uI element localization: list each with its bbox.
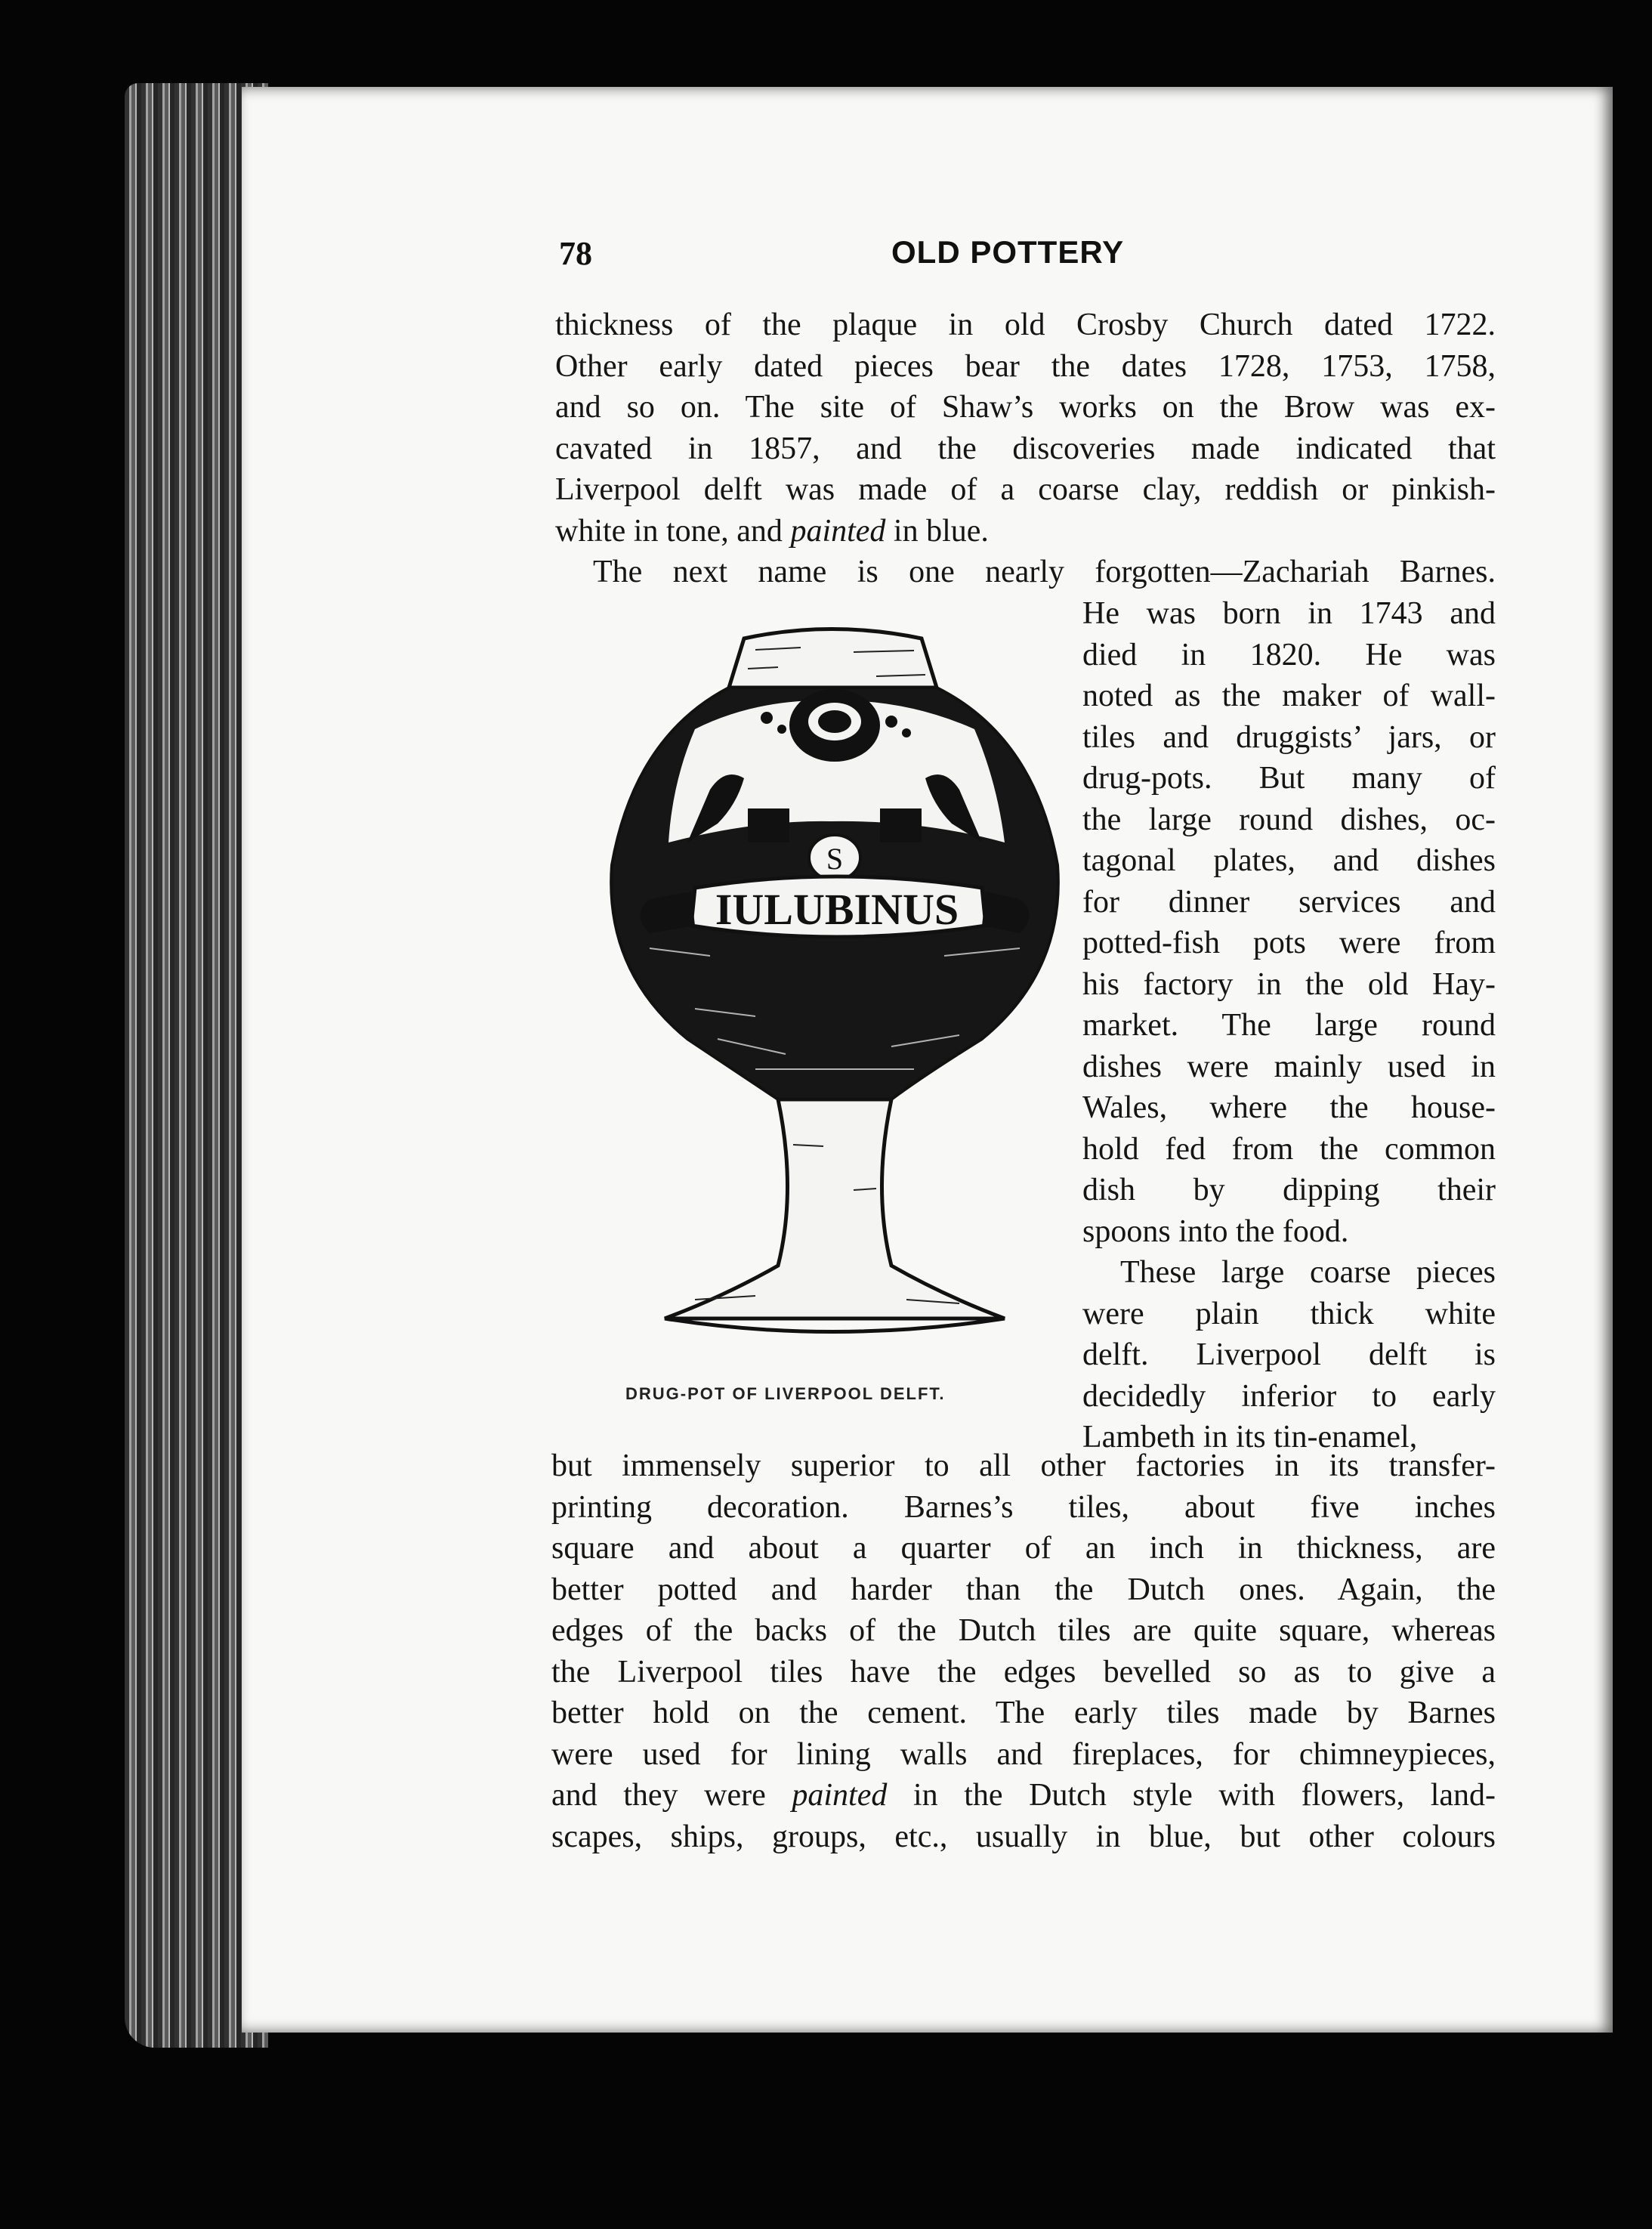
text-line: edges of the backs of the Dutch tiles are quite square, whereas bbox=[551, 1613, 1496, 1648]
text-line: and so on. The site of Shaw’s works on the Brow was ex- bbox=[555, 390, 1496, 425]
text-line: dish by dipping their bbox=[1082, 1173, 1496, 1207]
side-column-text bbox=[1082, 593, 1496, 1458]
text-line-italic-painted: and they were painted in the Dutch style with flowers, land- bbox=[551, 1778, 1496, 1813]
text-line: These large coarse pieces bbox=[1120, 1255, 1496, 1290]
text-line: were used for lining walls and fireplaces, for chimneypieces, bbox=[551, 1736, 1496, 1772]
text-line: thickness of the plaque in old Crosby Church dated 1722. bbox=[555, 308, 1496, 342]
text-line: his factory in the old Hay- bbox=[1082, 966, 1496, 1002]
text-line: square and about a quarter of an inch in thickness, are bbox=[551, 1531, 1496, 1566]
italic-word: painted bbox=[792, 1778, 888, 1813]
text-line: He was born in 1743 and bbox=[1082, 596, 1496, 631]
text-line: dishes were mainly used in bbox=[1082, 1049, 1496, 1084]
text-line-italic-painted: white in tone, and painted in blue. bbox=[555, 513, 989, 549]
next-paragraph-first-line bbox=[555, 552, 1496, 593]
text-line: Other early dated pieces bear the dates 1728, 1753, 1758, bbox=[555, 348, 1496, 384]
text-line: spoons into the food. bbox=[1082, 1213, 1349, 1249]
page-number: 78 bbox=[559, 235, 592, 272]
text-line: decidedly inferior to early bbox=[1082, 1378, 1496, 1414]
text-line: Lambeth in its tin-enamel, bbox=[1082, 1420, 1418, 1455]
bottom-paragraph bbox=[551, 1445, 1496, 1857]
text-line: drug-pots. But many of bbox=[1082, 761, 1496, 796]
text-line: tiles and druggists’ jars, or bbox=[1082, 719, 1496, 755]
text-line: noted as the maker of wall- bbox=[1082, 679, 1496, 713]
running-head bbox=[559, 234, 1496, 280]
text-line: market. The large round bbox=[1082, 1008, 1496, 1043]
figure-caption: DRUG-POT OF LIVERPOOL DELFT. bbox=[625, 1384, 946, 1403]
text-line: hold fed from the common bbox=[1082, 1131, 1496, 1167]
text-line: Liverpool delft was made of a coarse clay, reddish or pinkish- bbox=[555, 472, 1496, 507]
text-line: The next name is one nearly forgotten—Zachariah Barnes. bbox=[593, 555, 1496, 589]
drug-pot-illustration bbox=[604, 616, 1065, 1379]
jar-label: IULUBINUS bbox=[715, 885, 959, 934]
italic-word: painted bbox=[790, 513, 886, 549]
text-line: Wales, where the house- bbox=[1082, 1090, 1496, 1125]
text-line: delft. Liverpool delft is bbox=[1082, 1337, 1496, 1372]
text-line: the large round dishes, oc- bbox=[1082, 802, 1496, 837]
text-line: scapes, ships, groups, etc., usually in blue, but other colours bbox=[551, 1819, 1496, 1854]
text-line: died in 1820. He was bbox=[1082, 637, 1496, 672]
jar-letter: S bbox=[826, 842, 844, 876]
text-line: potted-fish pots were from bbox=[1082, 926, 1496, 960]
text-line: the Liverpool tiles have the edges bevelled so as to give a bbox=[551, 1654, 1496, 1690]
text-line: tagonal plates, and dishes bbox=[1082, 843, 1496, 878]
text-line: better hold on the cement. The early tiles made by Barnes bbox=[551, 1696, 1496, 1730]
header-title: OLD POTTERY bbox=[891, 234, 1125, 270]
text-line: for dinner services and bbox=[1082, 884, 1496, 920]
text-line: but immensely superior to all other factories in its transfer- bbox=[551, 1448, 1496, 1483]
drug-pot-drawing bbox=[604, 616, 1065, 1379]
top-paragraph bbox=[555, 305, 1496, 552]
text-line: printing decoration. Barnes’s tiles, about five inches bbox=[551, 1489, 1496, 1525]
text-line: were plain thick white bbox=[1082, 1296, 1496, 1331]
text-line: better potted and harder than the Dutch ones. Again, the bbox=[551, 1572, 1496, 1607]
text-line: cavated in 1857, and the discoveries made indicated that bbox=[555, 431, 1496, 466]
